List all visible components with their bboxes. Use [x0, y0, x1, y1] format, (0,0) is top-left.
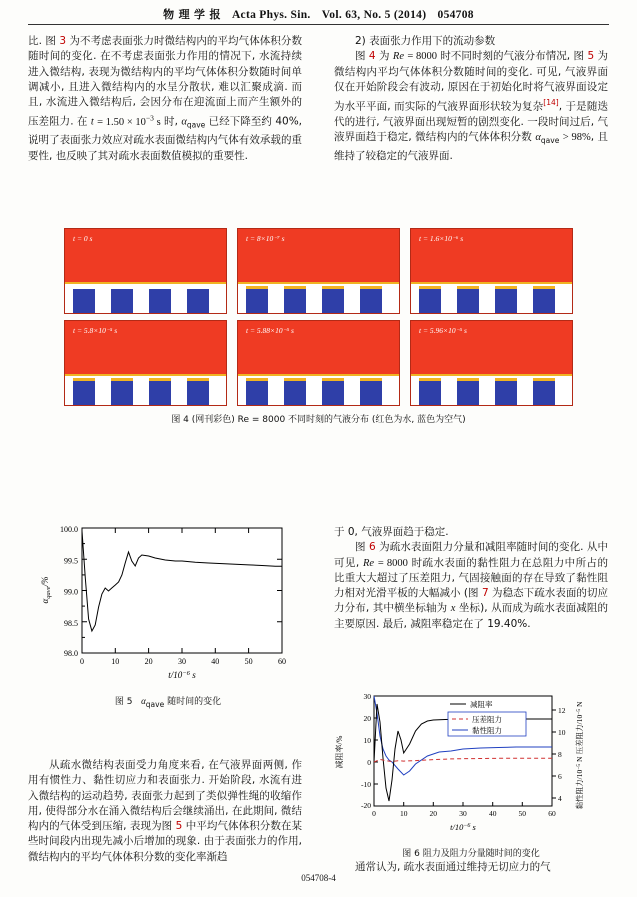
svg-text:压差阻力/10−5 N: 压差阻力$/10^{-5}$ N — [575, 701, 584, 755]
gas-cap — [322, 286, 344, 289]
gas-cap — [149, 378, 171, 381]
micro-pillar — [533, 381, 555, 405]
micro-pillar — [111, 289, 133, 313]
interface-line-2 — [238, 282, 399, 284]
right-bottom-paragraph-1: 通常认为, 疏水表面通过维持无切应力的气 — [355, 861, 551, 873]
left-paragraph-1: 比. 图 3 为不考虑表面张力时微结构内的平均气体体积分数随时间的变化. 在不考虑表面张力作用的情况下, 水流持续进入微结构, 表现为微结构内的平均气体体积分数随时间单调减小, 且进入微结构内的水呈分散状, 难以汇聚成滴. 而且, 水流进入微结构后, 会因分布在迎流面上而产生额外的压差阻力. 在 $t = 1.50 \times 10^{-3}$ s 时, $\alpha_{qave}$ 已经下降至约 40%, 说明了表面张力效应对疏水表面微结构内气体有效承载的重要性, 也反映了其对疏水表面数值模拟的重要性. — [28, 35, 303, 162]
svg-text:30: 30 — [178, 657, 186, 666]
svg-text:99.5: 99.5 — [64, 556, 78, 566]
svg-text:t/10−6 s: $t/10^{-6}$ s — [450, 822, 476, 832]
svg-text:αqave/%: $\alpha_{qave}/\%$ — [40, 576, 52, 604]
right-column-top — [334, 34, 608, 164]
gas-cap — [73, 378, 95, 381]
svg-text:50: 50 — [518, 809, 527, 818]
gas-cap — [284, 286, 306, 289]
figure-4-image-2 — [237, 228, 400, 314]
svg-text:40: 40 — [488, 809, 497, 818]
gas-cap — [457, 286, 479, 289]
figure-4-image-1 — [64, 228, 227, 314]
figure-4-image-3 — [410, 228, 573, 314]
svg-text:压差阻力: 压差阻力 — [472, 715, 502, 724]
svg-text:10: 10 — [111, 657, 120, 666]
figure-4-panel-4-label: t = 5.8×10⁻⁵ s — [73, 326, 118, 335]
journal-name-cn: 物 理 学 报 — [163, 8, 221, 21]
figure-5-caption: 图 5 $\alpha_{qave}$ 随时间的变化 — [114, 696, 222, 709]
gas-cap — [419, 378, 441, 381]
right-column-mid — [334, 525, 608, 632]
micro-pillar — [73, 381, 95, 405]
micro-pillar — [149, 381, 171, 405]
article-id: 054708 — [437, 9, 474, 21]
svg-text:98.5: 98.5 — [64, 618, 78, 628]
figure-4-image-4 — [64, 320, 227, 406]
micro-pillar — [187, 289, 209, 313]
figure-4-panel-3 — [410, 228, 573, 314]
gas-cap — [187, 378, 209, 381]
left-column-top — [28, 34, 302, 164]
gas-cap — [457, 378, 479, 381]
gas-cap — [533, 378, 555, 381]
right-heading-1: 2) 表面张力作用下的流动参数 — [355, 35, 496, 47]
gas-cap — [322, 378, 344, 381]
svg-text:黏性阻力: 黏性阻力 — [472, 726, 502, 735]
right-mid-paragraph-2: 图 6 为疏水表面阻力分量和减阻率随时间的变化. 从中可见, Re = 8000 时疏水表面的黏性阻力在总阻力中所占的比重大大超过了压差阻力, 气固接触面的存在导致了黏性阻力相对光滑平板的大幅减小 (图 7 为稳态下疏水表面的切应力分布, 其中横坐标轴为 x 坐标), 从而成为疏水表面减阻的主要原因. 最后, 减阻率稳定在了 19.40%. — [334, 541, 609, 630]
figure-6-caption: 图 6 阻力及阻力分量随时间的变化 — [402, 849, 540, 859]
figure-6-plot — [330, 688, 612, 838]
svg-text:0: 0 — [367, 758, 371, 767]
figure-4-panel-4 — [64, 320, 227, 406]
svg-text:99.0: 99.0 — [64, 587, 78, 597]
svg-text:-10: -10 — [361, 780, 371, 789]
figure-4-row-2 — [64, 320, 573, 406]
gas-cap — [246, 286, 268, 289]
gas-cap — [246, 378, 268, 381]
gas-cap — [284, 378, 306, 381]
svg-text:10: 10 — [558, 728, 566, 737]
figure-4-panel-1 — [64, 228, 227, 314]
right-paragraph-1: 图 4 为 Re = 8000 时不同时刻的气液分布情况, 图 5 为微结构内平均气体体积分数随时间的变化. 可见, 气液界面仅在开始阶段会有波动, 原因在于初始化时将气液界面设定为水平平面, 而实际的气液界面形状较为复杂[14], 于是随迭代的进行, 气液界面出现短暂的剧烈变化. 一段时间过后, 气液界面趋于稳定, 微结构内的气体体积分数 $\alpha_{qave} > 98\%$, 且维持了较稳定的气液界面. — [334, 50, 609, 162]
svg-text:60: 60 — [278, 657, 286, 666]
micro-pillar — [246, 381, 268, 405]
micro-pillar — [360, 289, 382, 313]
interface-line-1 — [65, 282, 226, 284]
svg-text:98.0: 98.0 — [64, 649, 78, 658]
figure-4-caption: 图 4 (网刊彩色) Re = 8000 不同时刻的气液分布 (红色为水, 蓝色为空气) — [171, 415, 466, 425]
interface-line-6 — [411, 374, 572, 376]
micro-pillar — [360, 381, 382, 405]
gas-cap — [495, 378, 517, 381]
svg-text:20: 20 — [144, 657, 153, 666]
svg-text:黏性阻力/10−5 N: 黏性阻力$/10^{-5}$ N — [575, 756, 584, 810]
interface-line-5 — [238, 374, 399, 376]
micro-pillar — [284, 289, 306, 313]
figure-4-row-1 — [64, 228, 573, 314]
svg-text:30: 30 — [459, 809, 467, 818]
svg-text:0: 0 — [80, 657, 84, 666]
svg-text:30: 30 — [363, 692, 371, 701]
micro-pillar — [73, 289, 95, 313]
micro-pillar — [419, 381, 441, 405]
micro-pillar — [495, 381, 517, 405]
micro-pillar — [495, 289, 517, 313]
micro-pillar — [457, 289, 479, 313]
figure-4-panel-6-label: t = 5.96×10⁻⁵ s — [419, 326, 467, 335]
gas-cap — [419, 286, 441, 289]
svg-text:50: 50 — [244, 657, 253, 666]
svg-text:20: 20 — [429, 809, 438, 818]
svg-text:-20: -20 — [361, 801, 371, 810]
figure-6 — [330, 688, 612, 859]
journal-name-en: Acta Phys. Sin. — [231, 9, 311, 21]
gas-cap — [111, 378, 133, 381]
svg-text:60: 60 — [548, 809, 556, 818]
figure-4-panel-5-label: t = 5.88×10⁻⁵ s — [246, 326, 294, 335]
micro-pillar — [533, 289, 555, 313]
figure-5 — [34, 520, 302, 709]
micro-pillar — [284, 381, 306, 405]
micro-pillar — [419, 289, 441, 313]
gas-cap — [495, 286, 517, 289]
svg-text:4: 4 — [558, 794, 562, 803]
svg-text:6: 6 — [558, 772, 562, 781]
figure-5-plot — [34, 520, 302, 685]
svg-text:20: 20 — [363, 714, 371, 723]
svg-text:减阻率: 减阻率 — [470, 700, 493, 709]
micro-pillar — [149, 289, 171, 313]
svg-text:12: 12 — [558, 706, 566, 715]
figure-4-panel-5 — [237, 320, 400, 406]
interface-line-4 — [65, 374, 226, 376]
svg-text:8: 8 — [558, 750, 562, 759]
gas-cap — [533, 286, 555, 289]
interface-line-3 — [411, 282, 572, 284]
gas-cap — [360, 378, 382, 381]
micro-pillar — [187, 381, 209, 405]
svg-text:0: 0 — [372, 809, 376, 818]
svg-text:减阻率/%: 减阻率/% — [335, 735, 344, 769]
svg-text:10: 10 — [363, 736, 371, 745]
svg-text:10: 10 — [399, 809, 408, 818]
page-footer: 054708-4 — [301, 873, 336, 883]
micro-pillar — [246, 289, 268, 313]
micro-pillar — [322, 289, 344, 313]
figure-4-image-6 — [410, 320, 573, 406]
figure-4 — [64, 228, 573, 425]
figure-4-panel-2 — [237, 228, 400, 314]
micro-pillar — [111, 381, 133, 405]
figure-4-panel-1-label: t = 0 s — [73, 234, 93, 243]
figure-4-panel-2-label: t = 8×10⁻⁷ s — [246, 234, 285, 243]
right-mid-paragraph-1: 于 0, 气液界面趋于稳定. — [334, 526, 449, 538]
micro-pillar — [322, 381, 344, 405]
figure-4-panel-3-label: t = 1.6×10⁻⁶ s — [419, 234, 464, 243]
figure-4-panel-6 — [410, 320, 573, 406]
left-column-mid — [28, 758, 302, 865]
left-mid-paragraph-1: 从疏水微结构表面受力角度来看, 在气液界面两侧, 作用有惯性力、黏性切应力和表面张力. 开始阶段, 水流有进入微结构的运动趋势, 表面张力起到了类似弹性绳的收缩作用, 使得部分水在涌入微结构后会继续涌出, 在此期间, 微结构内的气体受到压缩, 表现为图 5 中平均气体体积分数在某些时间段内出现先减小后增加的现象. 由于表面张力的作用, 微结构内的平均气体体积分数的变化率渐趋 — [28, 759, 302, 863]
svg-text:t/10−6 s: $t/10^{-6}$ s — [168, 670, 196, 680]
header-rule — [28, 24, 609, 25]
volume-info: Vol. 63, No. 5 (2014) — [321, 9, 427, 21]
figure-4-image-5 — [237, 320, 400, 406]
gas-cap — [360, 286, 382, 289]
svg-text:40: 40 — [211, 657, 220, 666]
running-head — [0, 6, 637, 22]
micro-pillar — [457, 381, 479, 405]
svg-text:100.0: 100.0 — [60, 525, 78, 534]
